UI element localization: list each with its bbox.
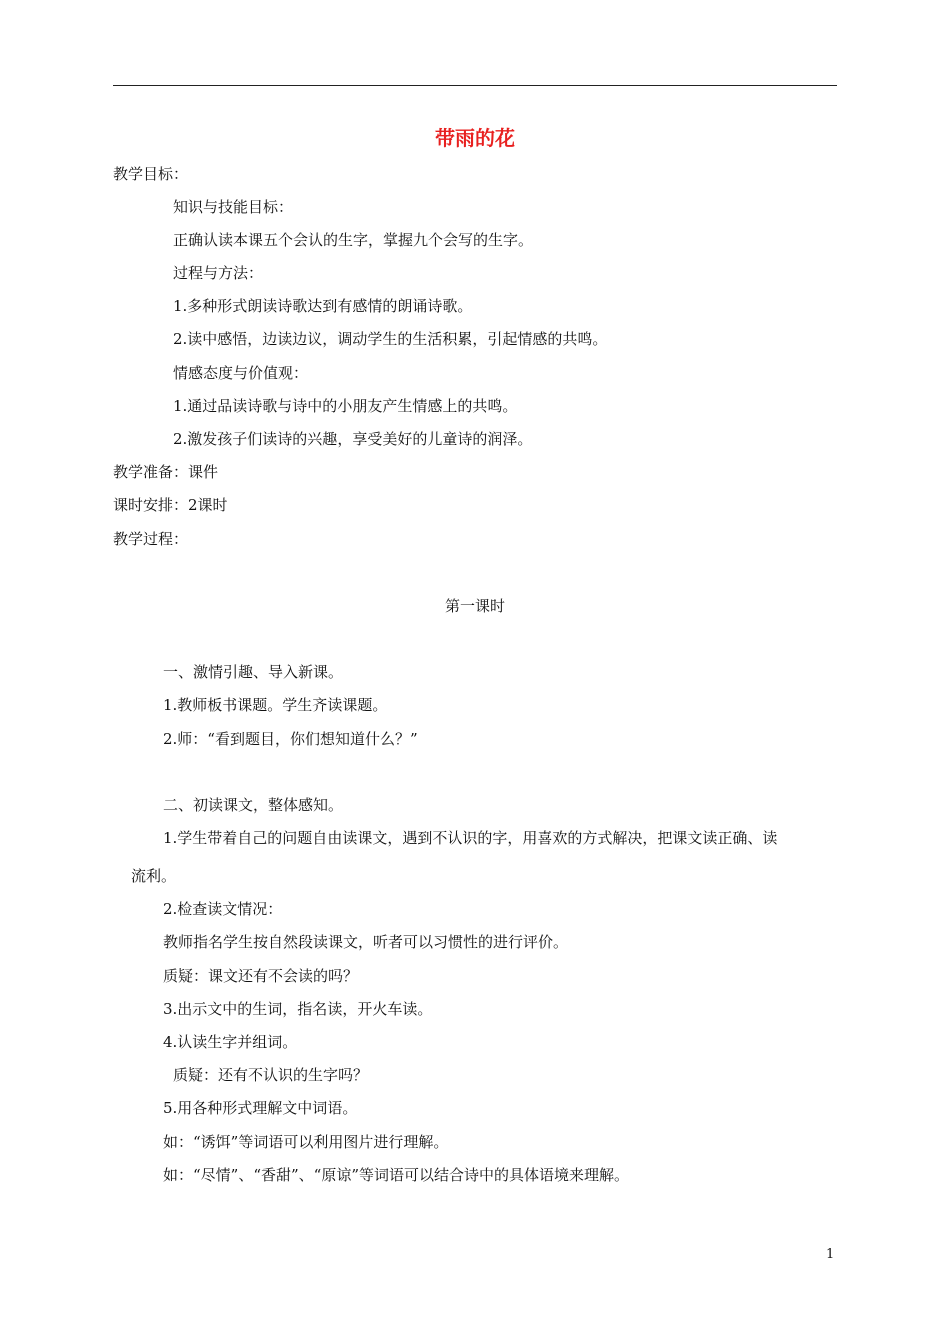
text-line: 1.多种形式朗读诗歌达到有感情的朗诵诗歌。 <box>173 297 473 315</box>
text-line: 质疑：课文还有不会读的吗？ <box>163 967 359 985</box>
text-line: 如：“尽情”、“香甜”、“原谅”等词语可以结合诗中的具体语境来理解。 <box>163 1166 630 1184</box>
text-line: 1.通过品读诗歌与诗中的小朋友产生情感上的共鸣。 <box>173 397 518 415</box>
text-line: 过程与方法： <box>173 264 264 282</box>
text-line: 二、初读课文，整体感知。 <box>163 796 344 814</box>
text-line: 4.认读生字并组词。 <box>163 1033 298 1051</box>
header-rule <box>113 85 837 86</box>
text-line: 教师指名学生按自然段读课文，听者可以习惯性的进行评价。 <box>163 933 569 951</box>
section-heading: 第一课时 <box>444 597 505 615</box>
text-line: 教学过程： <box>113 530 189 548</box>
text-line: 质疑：还有不认识的生字吗？ <box>173 1066 369 1084</box>
text-line: 1.教师板书课题。学生齐读课题。 <box>163 696 388 714</box>
text-line: 1.学生带着自己的问题自由读课文，遇到不认识的字，用喜欢的方式解决，把课文读正确、读 <box>163 829 778 847</box>
text-line: 流利。 <box>131 867 177 885</box>
text-line: 教学目标： <box>113 165 189 183</box>
text-line: 教学准备：课件 <box>113 463 219 481</box>
page-number: 1 <box>826 1247 835 1262</box>
text-line: 如：“诱饵”等词语可以利用图片进行理解。 <box>163 1133 449 1151</box>
text-line: 情感态度与价值观： <box>173 364 309 382</box>
text-line: 一、激情引趣、导入新课。 <box>163 663 344 681</box>
text-line: 正确认读本课五个会认的生字，掌握九个会写的生字。 <box>173 231 534 249</box>
text-line: 2.读中感悟，边读边议，调动学生的生活积累，引起情感的共鸣。 <box>173 330 608 348</box>
text-line: 2.师：“看到题目，你们想知道什么？” <box>163 730 418 748</box>
text-line: 知识与技能目标： <box>173 198 294 216</box>
text-line: 2.检查读文情况： <box>163 900 283 918</box>
text-line: 2.激发孩子们读诗的兴趣，享受美好的儿童诗的润泽。 <box>173 430 533 448</box>
text-line: 3.出示文中的生词，指名读，开火车读。 <box>163 1000 433 1018</box>
text-line: 5.用各种形式理解文中词语。 <box>163 1099 358 1117</box>
text-line: 课时安排：2课时 <box>113 496 228 514</box>
document-title: 带雨的花 <box>435 126 515 150</box>
